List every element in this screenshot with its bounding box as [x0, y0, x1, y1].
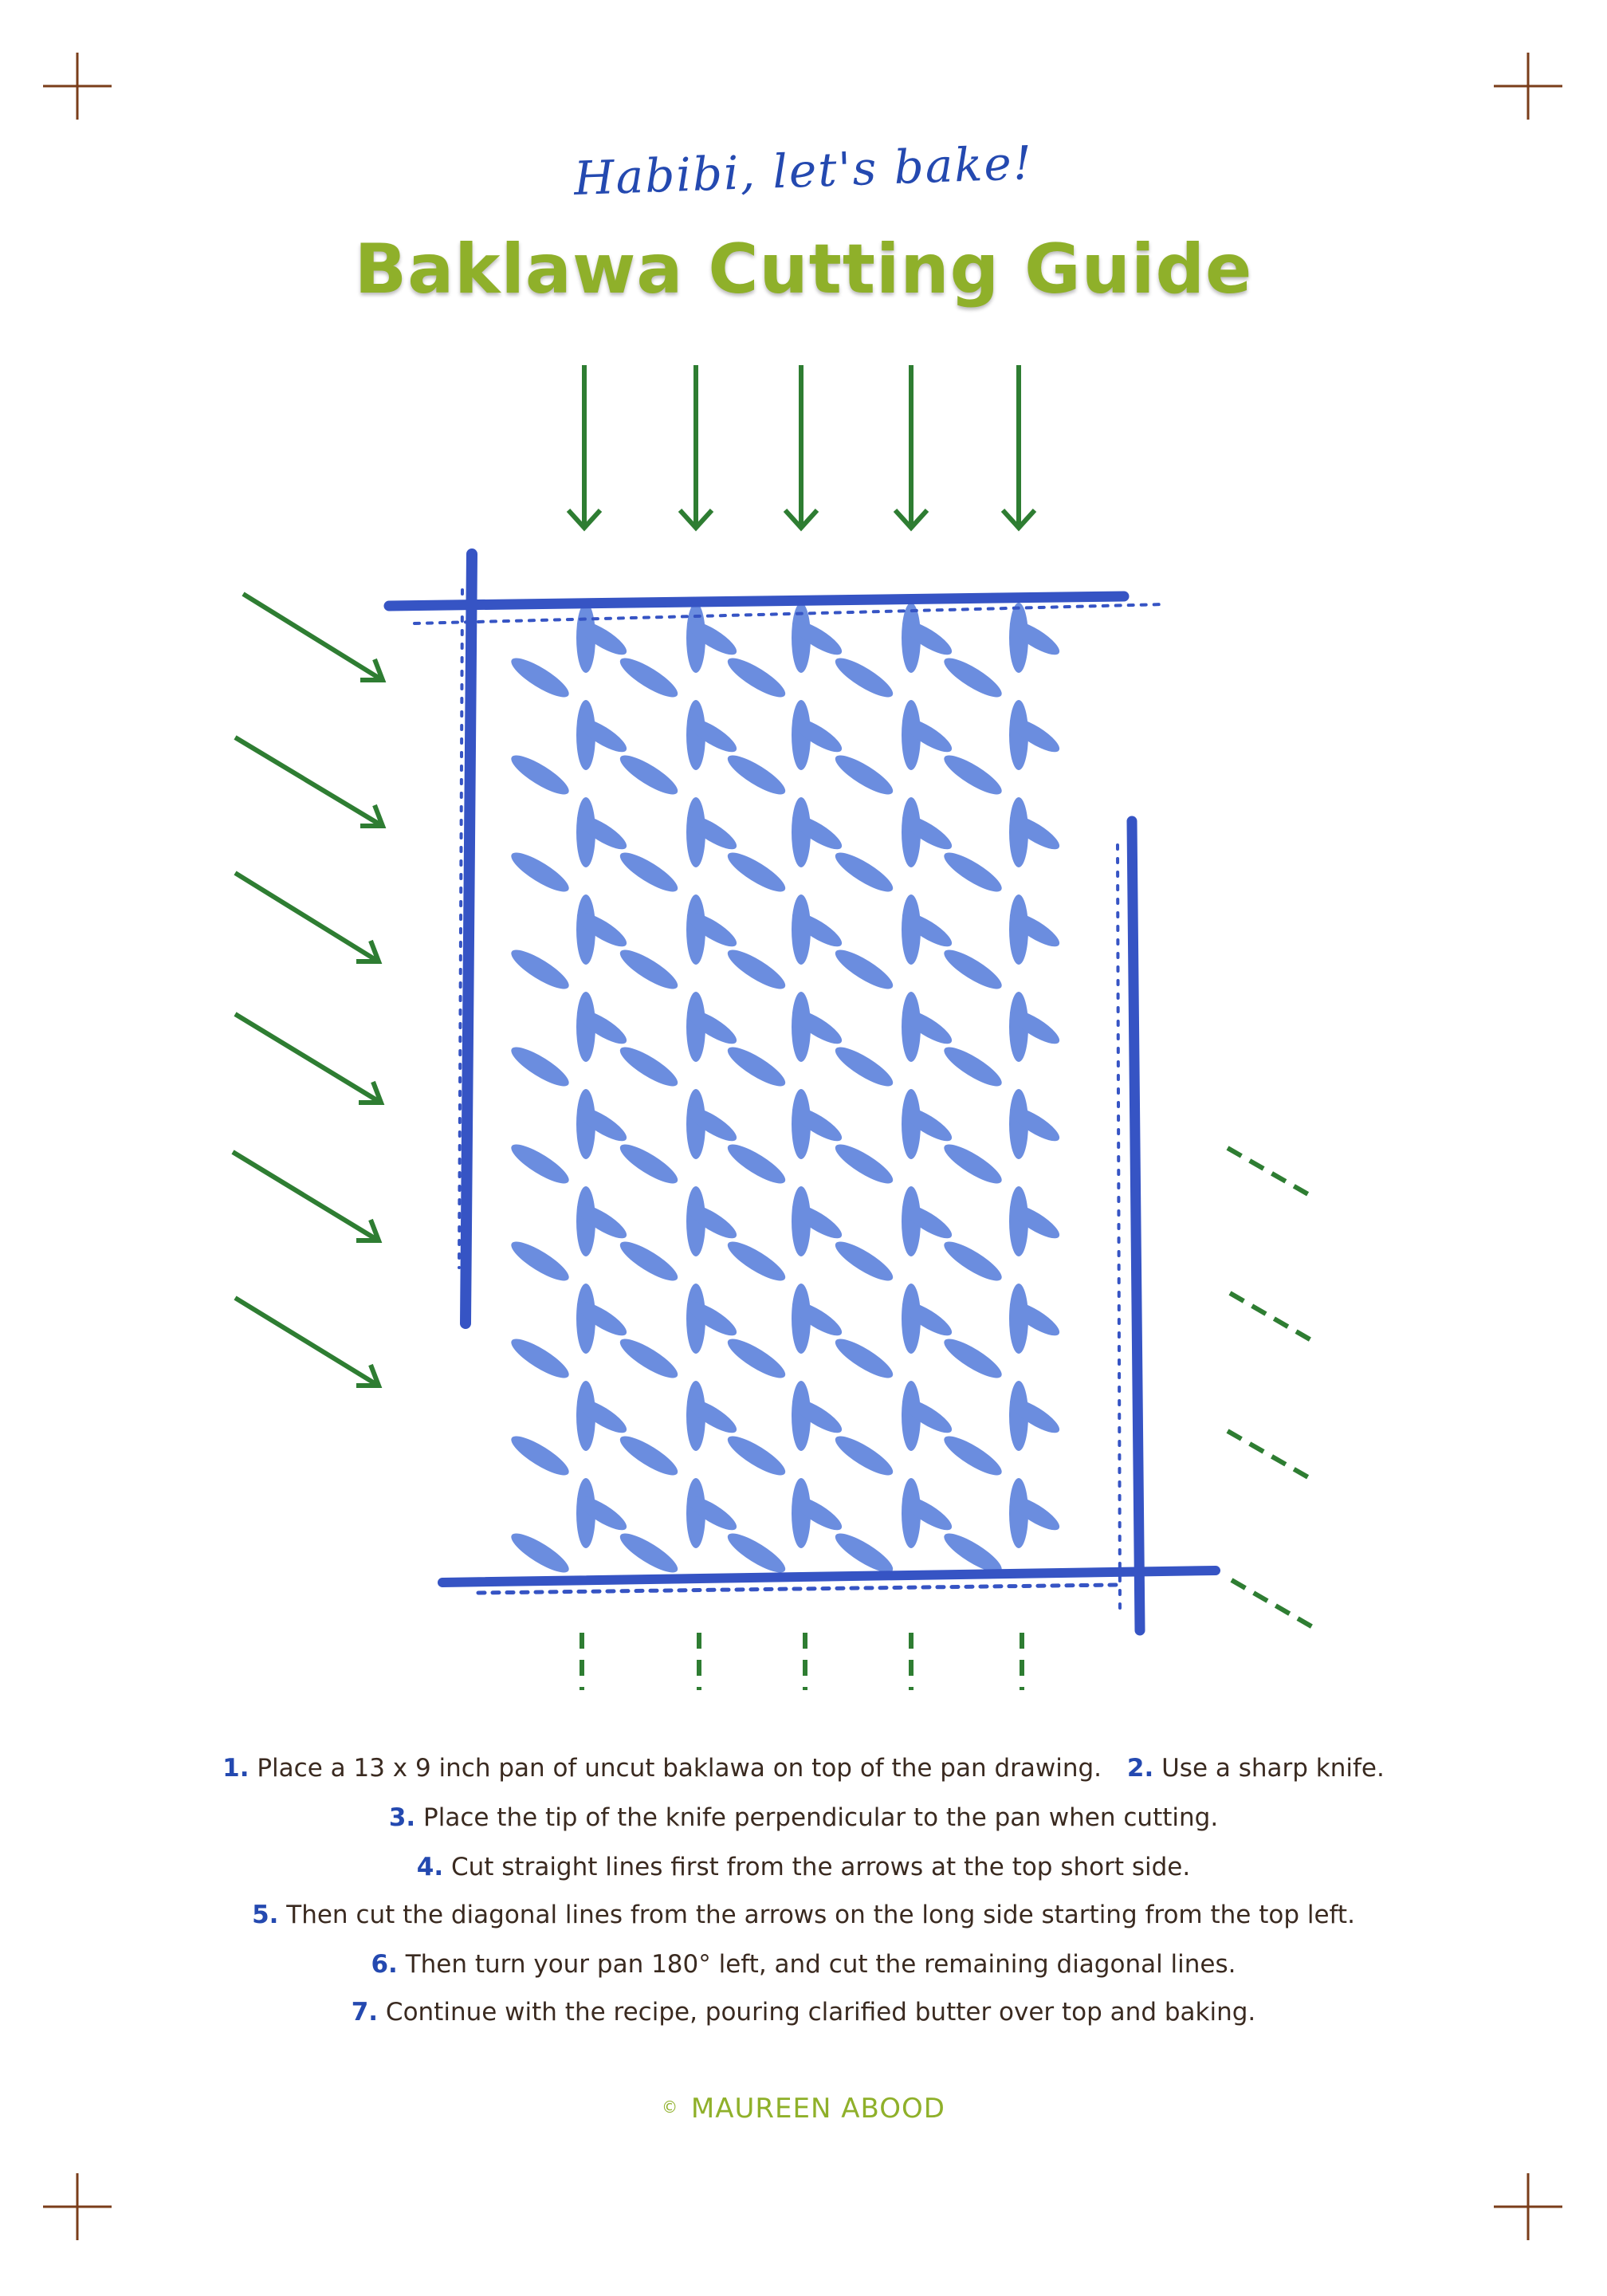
petal-diagonal	[615, 749, 682, 801]
petal-diagonal	[831, 1430, 898, 1482]
instruction-line	[0, 1803, 1607, 1832]
petal-diagonal	[831, 749, 898, 801]
step-text: Continue with the recipe, pouring clarified butter over top and baking.	[385, 1998, 1256, 2027]
dashed-guide	[1228, 1431, 1314, 1480]
diagonal-cut-arrows	[233, 594, 383, 1386]
petal-diagonal	[615, 1430, 682, 1482]
diagonal-arrow-icon	[235, 1298, 379, 1386]
straight-cut-guides	[582, 1633, 1022, 1690]
petal-diagonal	[940, 749, 1007, 801]
step-text: Place the tip of the knife perpendicular to the pan when cutting.	[423, 1803, 1219, 1832]
petal-diagonal	[615, 1333, 682, 1385]
petal-diagonal	[723, 1333, 790, 1385]
petal-diagonal	[615, 1041, 682, 1093]
instruction-line	[0, 1950, 1607, 1979]
petal-diagonal	[507, 1041, 574, 1093]
petal-diagonal	[723, 1430, 790, 1482]
brand-footer	[0, 2093, 1607, 2125]
down-arrow-icon	[568, 365, 600, 528]
petal-diagonal	[507, 1138, 574, 1190]
tagline: Habibi, let's bake!	[572, 135, 1035, 206]
petal-diagonal	[940, 1041, 1007, 1093]
petal-diagonal	[940, 944, 1007, 996]
petal-diagonal	[723, 944, 790, 996]
petal-diagonal	[723, 1138, 790, 1190]
petal-diagonal	[615, 652, 682, 704]
step-number: 7.	[351, 1998, 379, 2027]
down-arrow-icon	[785, 365, 817, 528]
diagonal-cut-guides	[1228, 1148, 1317, 1630]
diagonal-arrow-icon	[243, 594, 383, 680]
step-number: 3.	[388, 1803, 416, 1832]
diagonal-arrow-icon	[235, 873, 379, 961]
step-number: 4.	[416, 1853, 444, 1881]
step-number: 1.	[222, 1754, 249, 1783]
petal-diagonal	[615, 1138, 682, 1190]
petal-diagonal	[940, 1333, 1007, 1385]
instruction-line	[0, 1853, 1607, 1881]
dashed-guide	[1232, 1580, 1317, 1630]
petal-diagonal	[723, 1527, 790, 1579]
brand-name: MAUREEN ABOOD	[690, 2093, 945, 2125]
petal-diagonal	[507, 1527, 574, 1579]
step-text: Then cut the diagonal lines from the arrows on the long side starting from the top left.	[286, 1901, 1355, 1929]
instruction-line	[0, 1901, 1607, 1929]
diagonal-arrow-icon	[233, 1152, 379, 1240]
petal-diagonal	[507, 652, 574, 704]
step-text: Cut straight lines first from the arrows at the top short side.	[450, 1853, 1191, 1881]
petal-diagonal	[940, 1138, 1007, 1190]
petal-diagonal	[831, 847, 898, 898]
baklawa-pattern	[507, 603, 1064, 1578]
petal-diagonal	[615, 1236, 682, 1288]
petal-diagonal	[831, 1138, 898, 1190]
petal-diagonal	[507, 1236, 574, 1288]
petal-diagonal	[723, 847, 790, 898]
diagonal-arrow-icon	[235, 737, 383, 826]
petal-diagonal	[723, 1041, 790, 1093]
petal-diagonal	[723, 652, 790, 704]
step-number: 2.	[1126, 1754, 1154, 1783]
down-arrow-icon	[680, 365, 712, 528]
down-arrow-icon	[895, 365, 927, 528]
petal-diagonal	[615, 847, 682, 898]
diagonal-arrow-icon	[235, 1014, 381, 1103]
petal-diagonal	[831, 652, 898, 704]
petal-diagonal	[507, 847, 574, 898]
petal-diagonal	[723, 749, 790, 801]
petal-diagonal	[831, 1333, 898, 1385]
straight-cut-arrows	[568, 365, 1035, 528]
petal-diagonal	[940, 1236, 1007, 1288]
petal-diagonal	[831, 1041, 898, 1093]
dashed-guide	[1228, 1148, 1314, 1197]
instruction-line	[0, 1998, 1607, 2027]
dashed-guide	[1230, 1293, 1315, 1343]
petal-diagonal	[507, 1333, 574, 1385]
petal-diagonal	[940, 1430, 1007, 1482]
down-arrow-icon	[1003, 365, 1035, 528]
step-text: Then turn your pan 180° left, and cut the remaining diagonal lines.	[405, 1950, 1236, 1979]
step-number: 5.	[252, 1901, 279, 1929]
petal-diagonal	[507, 944, 574, 996]
petal-diagonal	[615, 1527, 682, 1579]
copyright-symbol: ©	[662, 2097, 679, 2117]
page-title: Baklawa Cutting Guide	[354, 230, 1253, 309]
petal-diagonal	[940, 652, 1007, 704]
petal-diagonal	[615, 944, 682, 996]
petal-diagonal	[940, 847, 1007, 898]
instruction-line	[0, 1754, 1607, 1783]
step-text: Place a 13 x 9 inch pan of uncut baklawa on top of the pan drawing.	[257, 1754, 1102, 1783]
step-number: 6.	[371, 1950, 398, 1979]
petal-diagonal	[831, 1236, 898, 1288]
step-text: Use a sharp knife.	[1161, 1754, 1385, 1783]
petal-diagonal	[831, 944, 898, 996]
petal-diagonal	[507, 1430, 574, 1482]
petal-diagonal	[507, 749, 574, 801]
petal-diagonal	[723, 1236, 790, 1288]
